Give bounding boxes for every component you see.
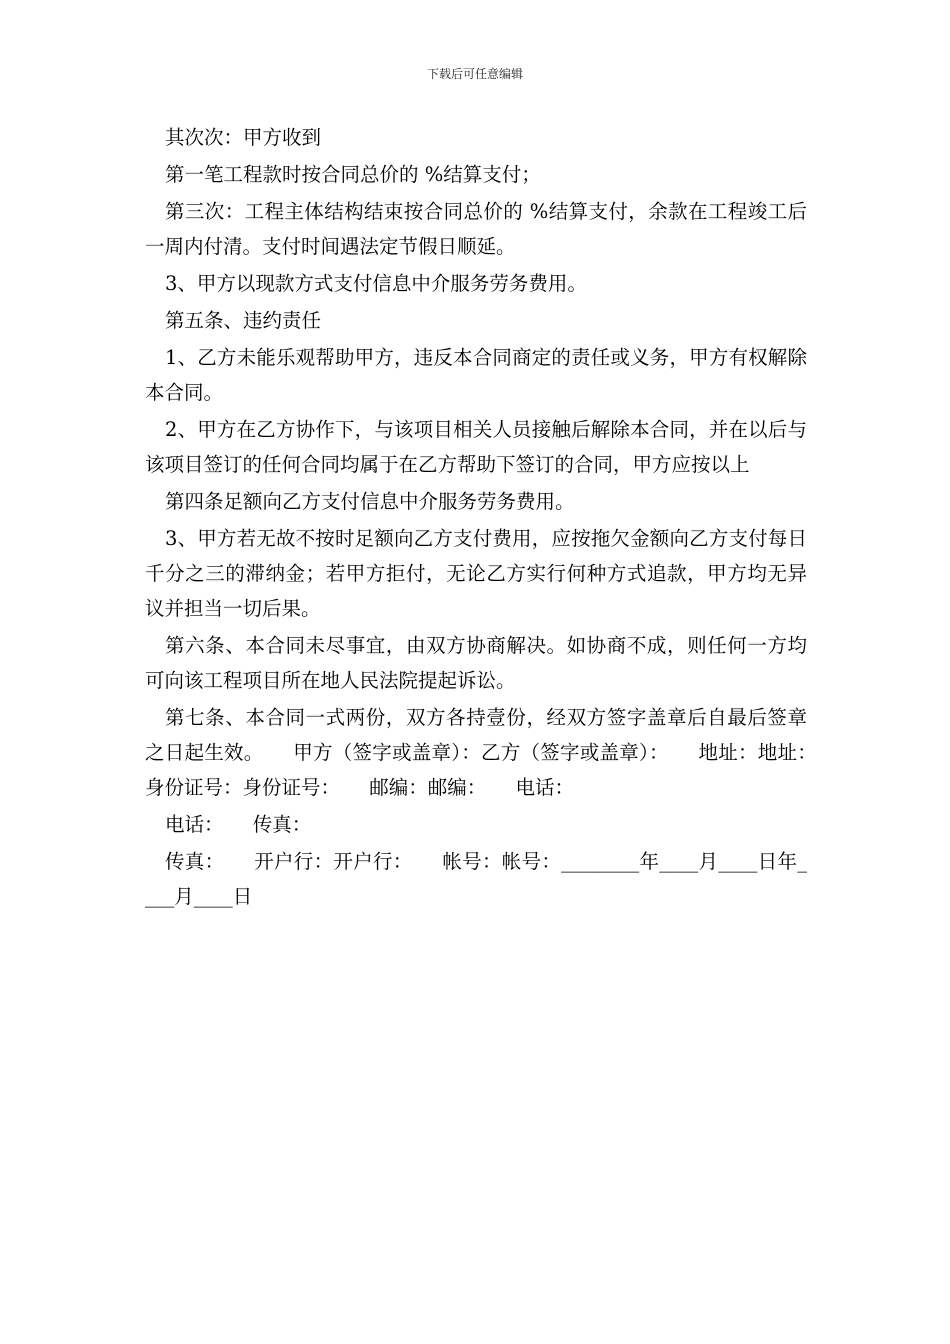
- paragraph-13: 传真： 开户行：开户行： 帐号：帐号：________年____月____日年____月____日: [145, 850, 807, 908]
- paragraph-4: 3、甲方以现款方式支付信息中介服务劳务费用。: [165, 272, 587, 295]
- paragraph-6: 1、乙方未能乐观帮助甲方，违反本合同商定的责任或义务，甲方有权解除本合同。: [145, 346, 807, 404]
- page-header-note: 下载后可任意编辑: [426, 67, 523, 81]
- paragraph-10: 第六条、本合同未尽事宜，由双方协商解决。如协商不成，则任何一方均可向该工程项目所在地人民法院提起诉讼。: [145, 634, 807, 692]
- paragraph-7: 2、甲方在乙方协作下，与该项目相关人员接触后解除本合同，并在以后与该项目签订的任何合同均属于在乙方帮助下签订的合同，甲方应按以上: [145, 418, 807, 476]
- paragraph-9: 3、甲方若无故不按时足额向乙方支付费用，应按拖欠金额向乙方支付每日千分之三的滞纳金；若甲方拒付，无论乙方实行何种方式追款，甲方均无异议并担当一切后果。: [145, 527, 807, 620]
- section-title-breach: 第五条、违约责任: [165, 309, 322, 332]
- paragraph-11: 第七条、本合同一式两份，双方各持壹份，经双方签字盖章后自最后签章之日起生效。 甲方（签字或盖章）：乙方（签字或盖章）： 地址：地址： 身份证号：身份证号： 邮编：邮编： 电话：: [145, 706, 847, 799]
- paragraph-12: 电话： 传真：: [165, 813, 312, 836]
- paragraph-1: 其次次：甲方收到: [165, 126, 322, 149]
- document-body: [145, 120, 847, 914]
- paragraph-2: 第一笔工程款时按合同总价的 %结算支付；: [165, 163, 541, 186]
- paragraph-3: 第三次：工程主体结构结束按合同总价的 %结算支付，余款在工程竣工后一周内付清。支付时间遇法定节假日顺延。: [145, 200, 807, 258]
- paragraph-8: 第四条足额向乙方支付信息中介服务劳务费用。: [165, 490, 575, 513]
